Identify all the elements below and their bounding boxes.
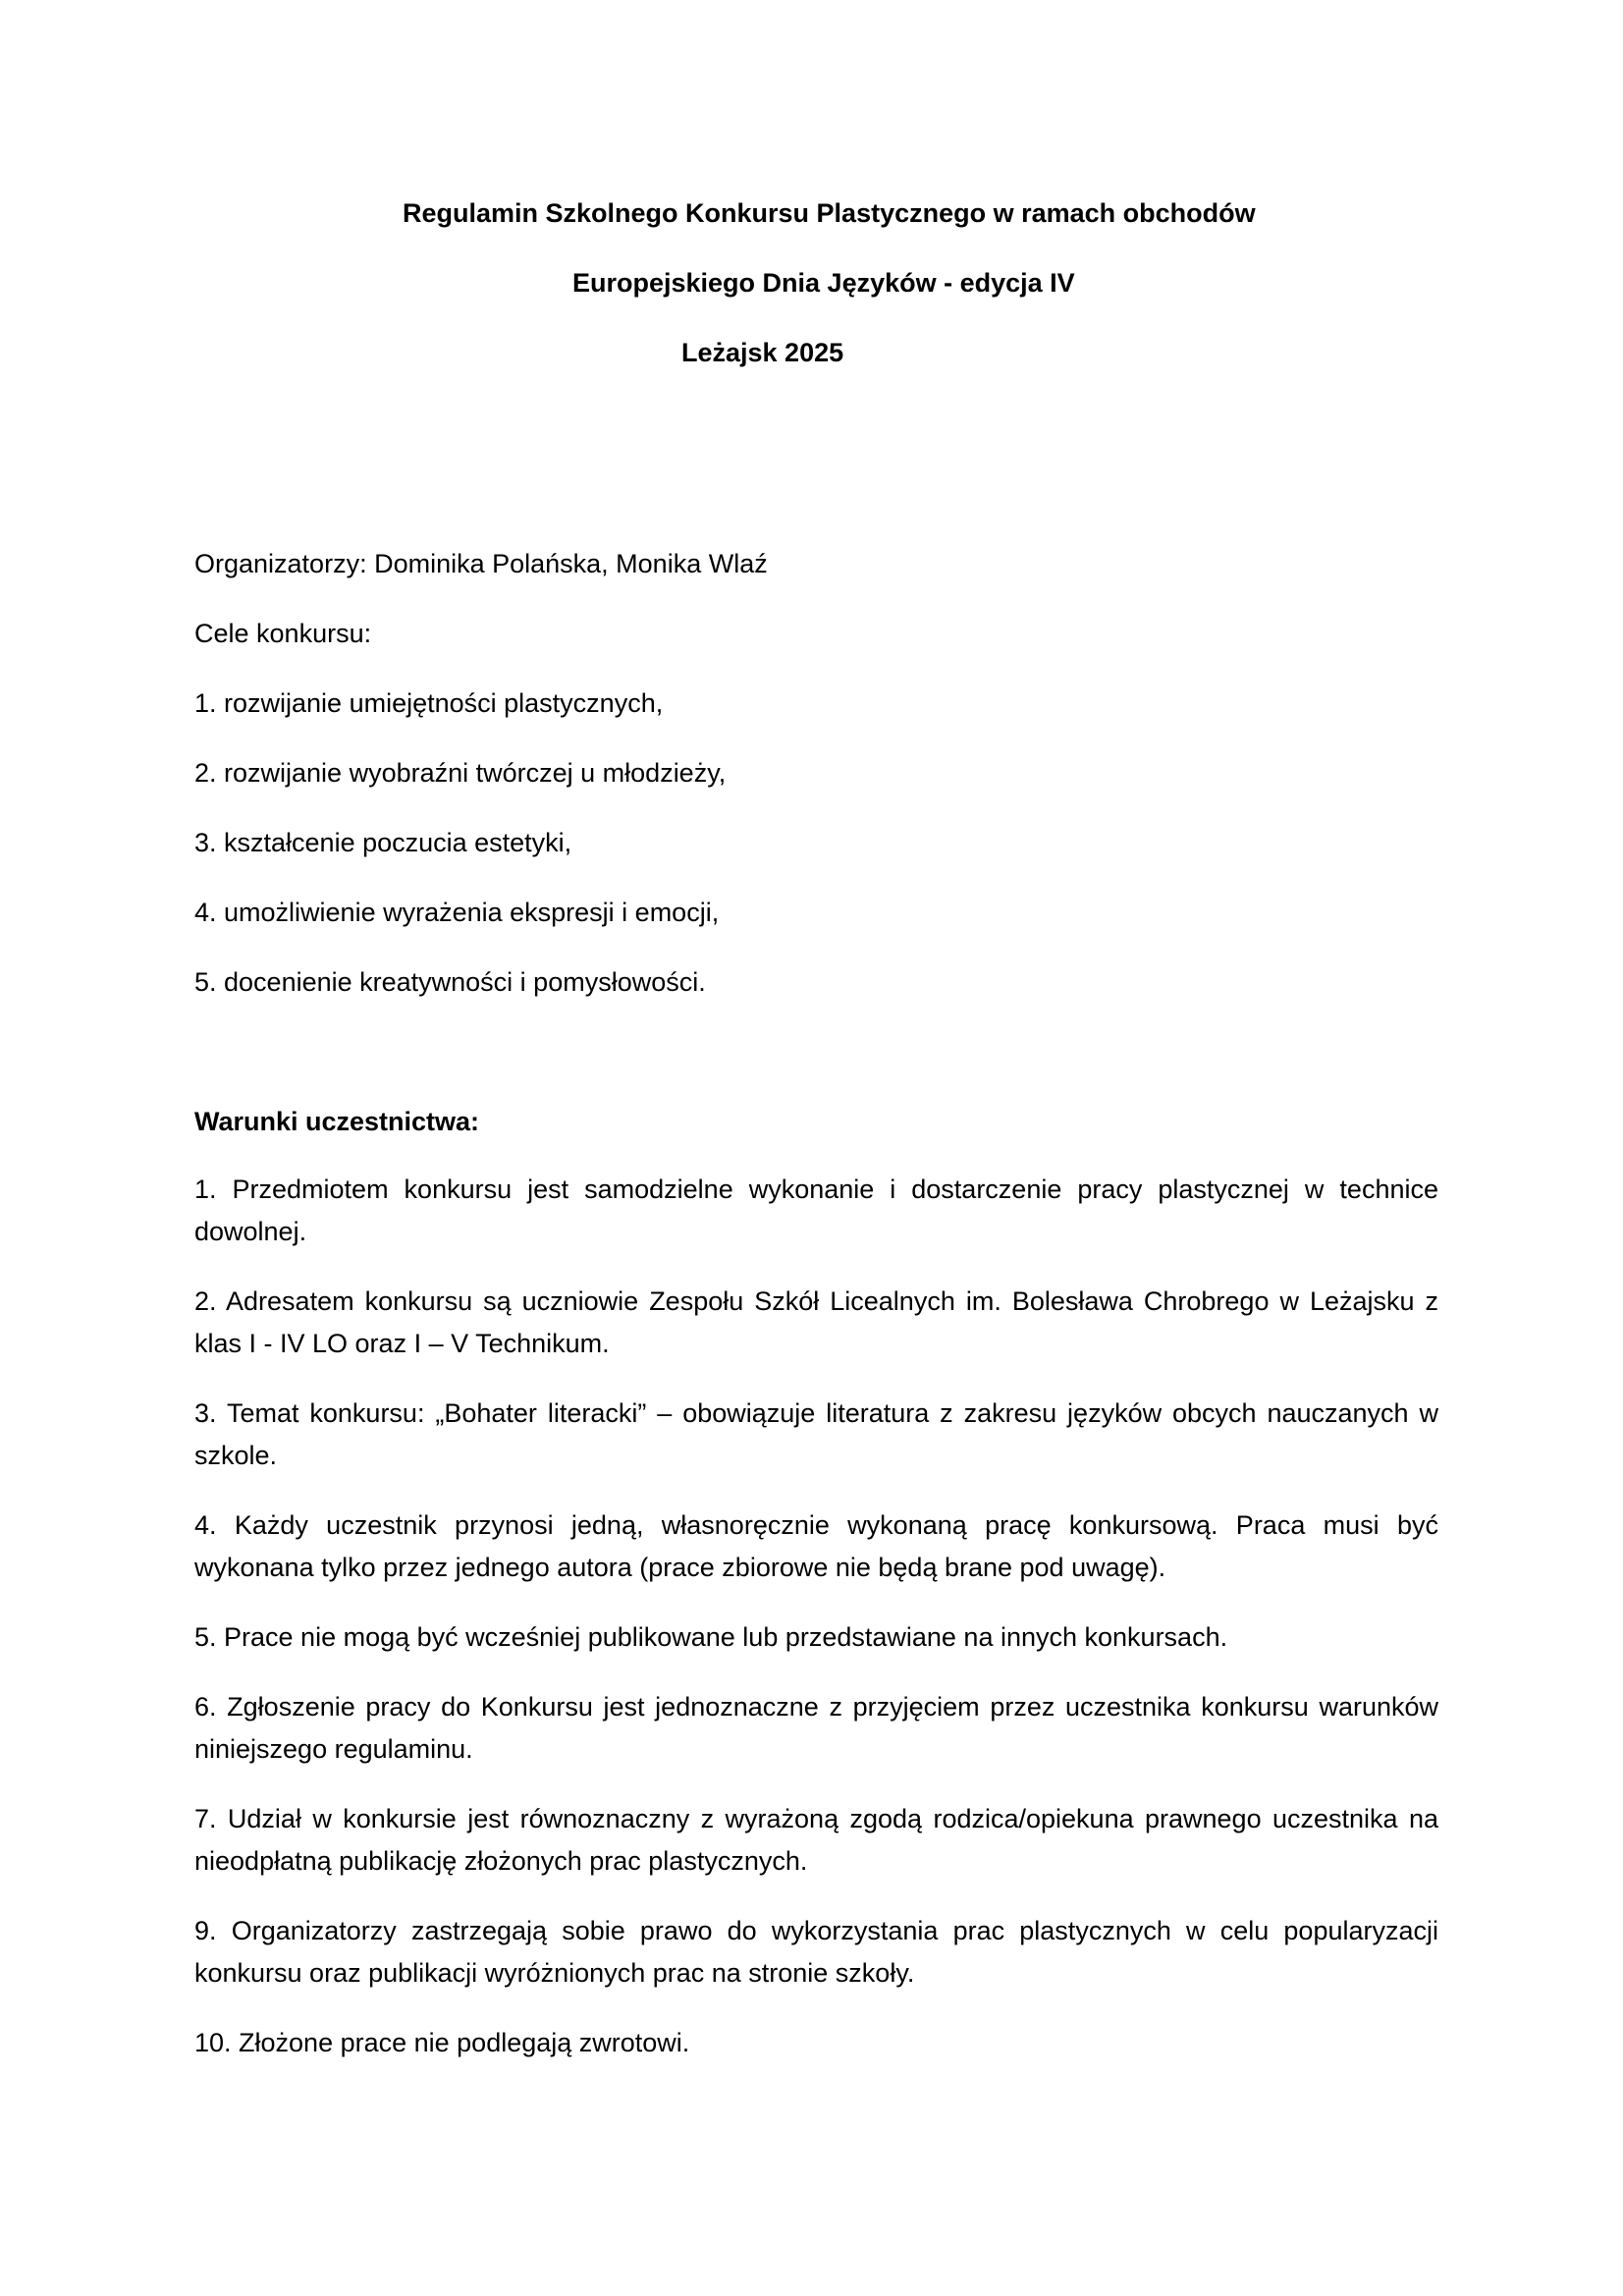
goal-item: 3. kształcenie poczucia estetyki,	[194, 828, 572, 857]
goal-item: 2. rozwijanie wyobraźni twórczej u młodzieży,	[194, 758, 727, 788]
condition-item: 6. Zgłoszenie pracy do Konkursu jest jednoznaczne z przyjęciem przez uczestnika konkursu warunków niniejszego regulaminu.	[194, 1692, 1438, 1764]
conditions-heading: Warunki uczestnictwa:	[194, 1107, 480, 1136]
condition-item: 3. Temat konkursu: „Bohater literacki” – obowiązuje literatura z zakresu języków obcych nauczanych w szkole.	[194, 1398, 1438, 1470]
document-title-line-2: Europejskiego Dnia Języków - edycja IV	[572, 268, 1075, 298]
condition-item: 7. Udział w konkursie jest równoznaczny z wyrażoną zgodą rodzica/opiekuna prawnego uczestnika na nieodpłatną publikację złożonych prac plastycznych.	[194, 1804, 1438, 1876]
organizers-line: Organizatorzy: Dominika Polańska, Monika Wlaź	[194, 549, 768, 578]
goal-item: 5. docenienie kreatywności i pomysłowości.	[194, 967, 706, 997]
condition-item: 2. Adresatem konkursu są uczniowie Zespołu Szkół Licealnych im. Bolesława Chrobrego w Leżajsku z klas I - IV LO oraz I – V Technikum.	[194, 1286, 1438, 1358]
condition-item: 1. Przedmiotem konkursu jest samodzielne wykonanie i dostarczenie pracy plastycznej w technice dowolnej.	[194, 1175, 1438, 1246]
goal-item: 1. rozwijanie umiejętności plastycznych,	[194, 688, 664, 718]
condition-item: 5. Prace nie mogą być wcześniej publikowane lub przedstawiane na innych konkursach.	[194, 1622, 1228, 1652]
condition-item: 4. Każdy uczestnik przynosi jedną, własnoręcznie wykonaną pracę konkursową. Praca musi być wykonana tylko przez jednego autora (prace zbiorowe nie będą brane pod uwagę).	[194, 1510, 1438, 1582]
document-title-line-3: Leżajsk 2025	[681, 338, 844, 367]
goals-heading: Cele konkursu:	[194, 619, 372, 648]
condition-item: 9. Organizatorzy zastrzegają sobie prawo do wykorzystania prac plastycznych w celu popularyzacji konkursu oraz publikacji wyróżnionych prac na stronie szkoły.	[194, 1916, 1438, 1988]
document-title-line-1: Regulamin Szkolnego Konkursu Plastycznego w ramach obchodów	[403, 198, 1256, 228]
goal-item: 4. umożliwienie wyrażenia ekspresji i emocji,	[194, 898, 720, 927]
condition-item: 10. Złożone prace nie podlegają zwrotowi.	[194, 2028, 690, 2057]
